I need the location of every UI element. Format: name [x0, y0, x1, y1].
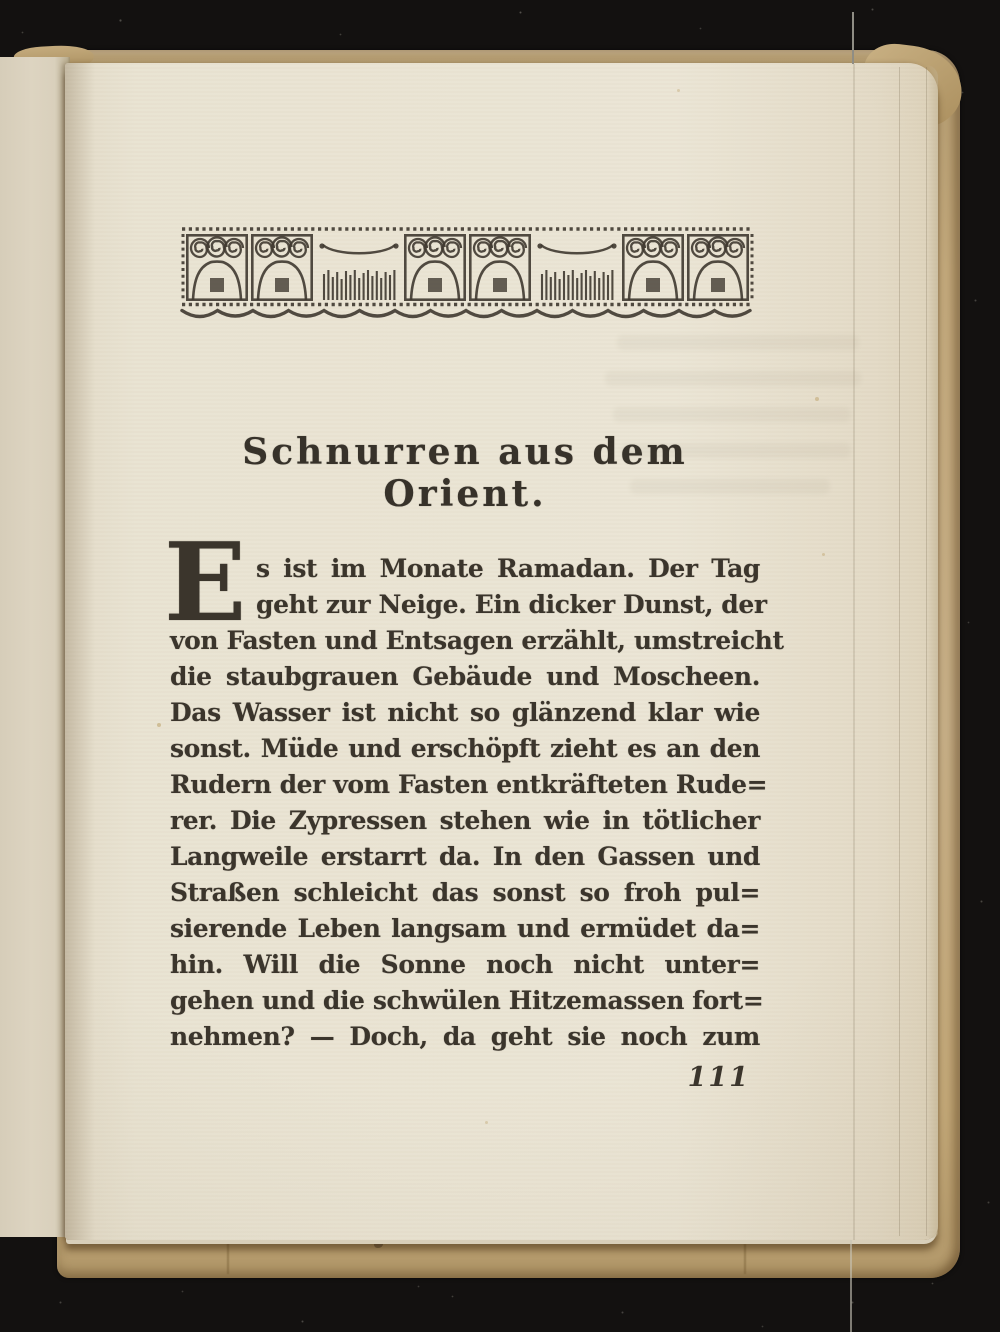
cradle-string [852, 12, 854, 64]
text-line: s ist im Monate Ramadan. Der Tag [256, 554, 760, 583]
header-ornament [180, 225, 755, 322]
text-line: rer. Die Zypressen stehen wie in tötlicher [170, 806, 760, 835]
page-number: 111 [687, 1062, 750, 1093]
page-title: Schnurren aus dem Orient. [242, 431, 688, 515]
drop-cap-initial: E [164, 520, 246, 646]
foxing-spot [822, 553, 825, 556]
showthrough-line [617, 335, 859, 350]
facing-page-edge [0, 57, 70, 1237]
text-line: Langweile erstarrt da. In den Gassen und [170, 842, 760, 871]
foxing-spot [815, 397, 819, 401]
book-page [65, 63, 938, 1240]
cover-crease [744, 1244, 746, 1274]
text-line: sierende Leben langsam und ermüdet da= [170, 914, 760, 943]
text-line: die staubgrauen Gebäude und Moscheen. [170, 662, 760, 691]
cradle-string [853, 64, 855, 1240]
under-sheet-edge [899, 67, 900, 1236]
showthrough-line [630, 479, 830, 494]
text-line: Rudern der vom Fasten entkräfteten Rude= [170, 770, 768, 799]
dust-specks [0, 0, 1, 1]
text-line: Das Wasser ist nicht so glänzend klar wie [170, 698, 760, 727]
jugendstil-band-graphic [180, 225, 755, 322]
foxing-spot [157, 723, 161, 727]
cover-crease [227, 1242, 229, 1274]
foxing-spot [485, 1121, 488, 1124]
text-line: Straßen schleicht das sonst so froh pul= [170, 878, 760, 907]
foxing-spot [677, 89, 680, 92]
body-text [164, 520, 784, 1055]
text-line: gehen und die schwülen Hitzemassen fort= [170, 986, 764, 1015]
text-line: geht zur Neige. Ein dicker Dunst, der [256, 590, 767, 619]
text-line: von Fasten und Entsagen erzählt, umstreicht [170, 626, 784, 655]
cradle-string [850, 1240, 852, 1332]
text-line: hin. Will die Sonne noch nicht unter= [170, 950, 760, 979]
text-line: sonst. Müde und erschöpft zieht es an den [170, 734, 760, 763]
page-block-edge [926, 65, 938, 1238]
showthrough-line [613, 407, 851, 422]
text-line: nehmen? — Doch, da geht sie noch zum [170, 1022, 760, 1051]
showthrough-line [605, 371, 861, 386]
